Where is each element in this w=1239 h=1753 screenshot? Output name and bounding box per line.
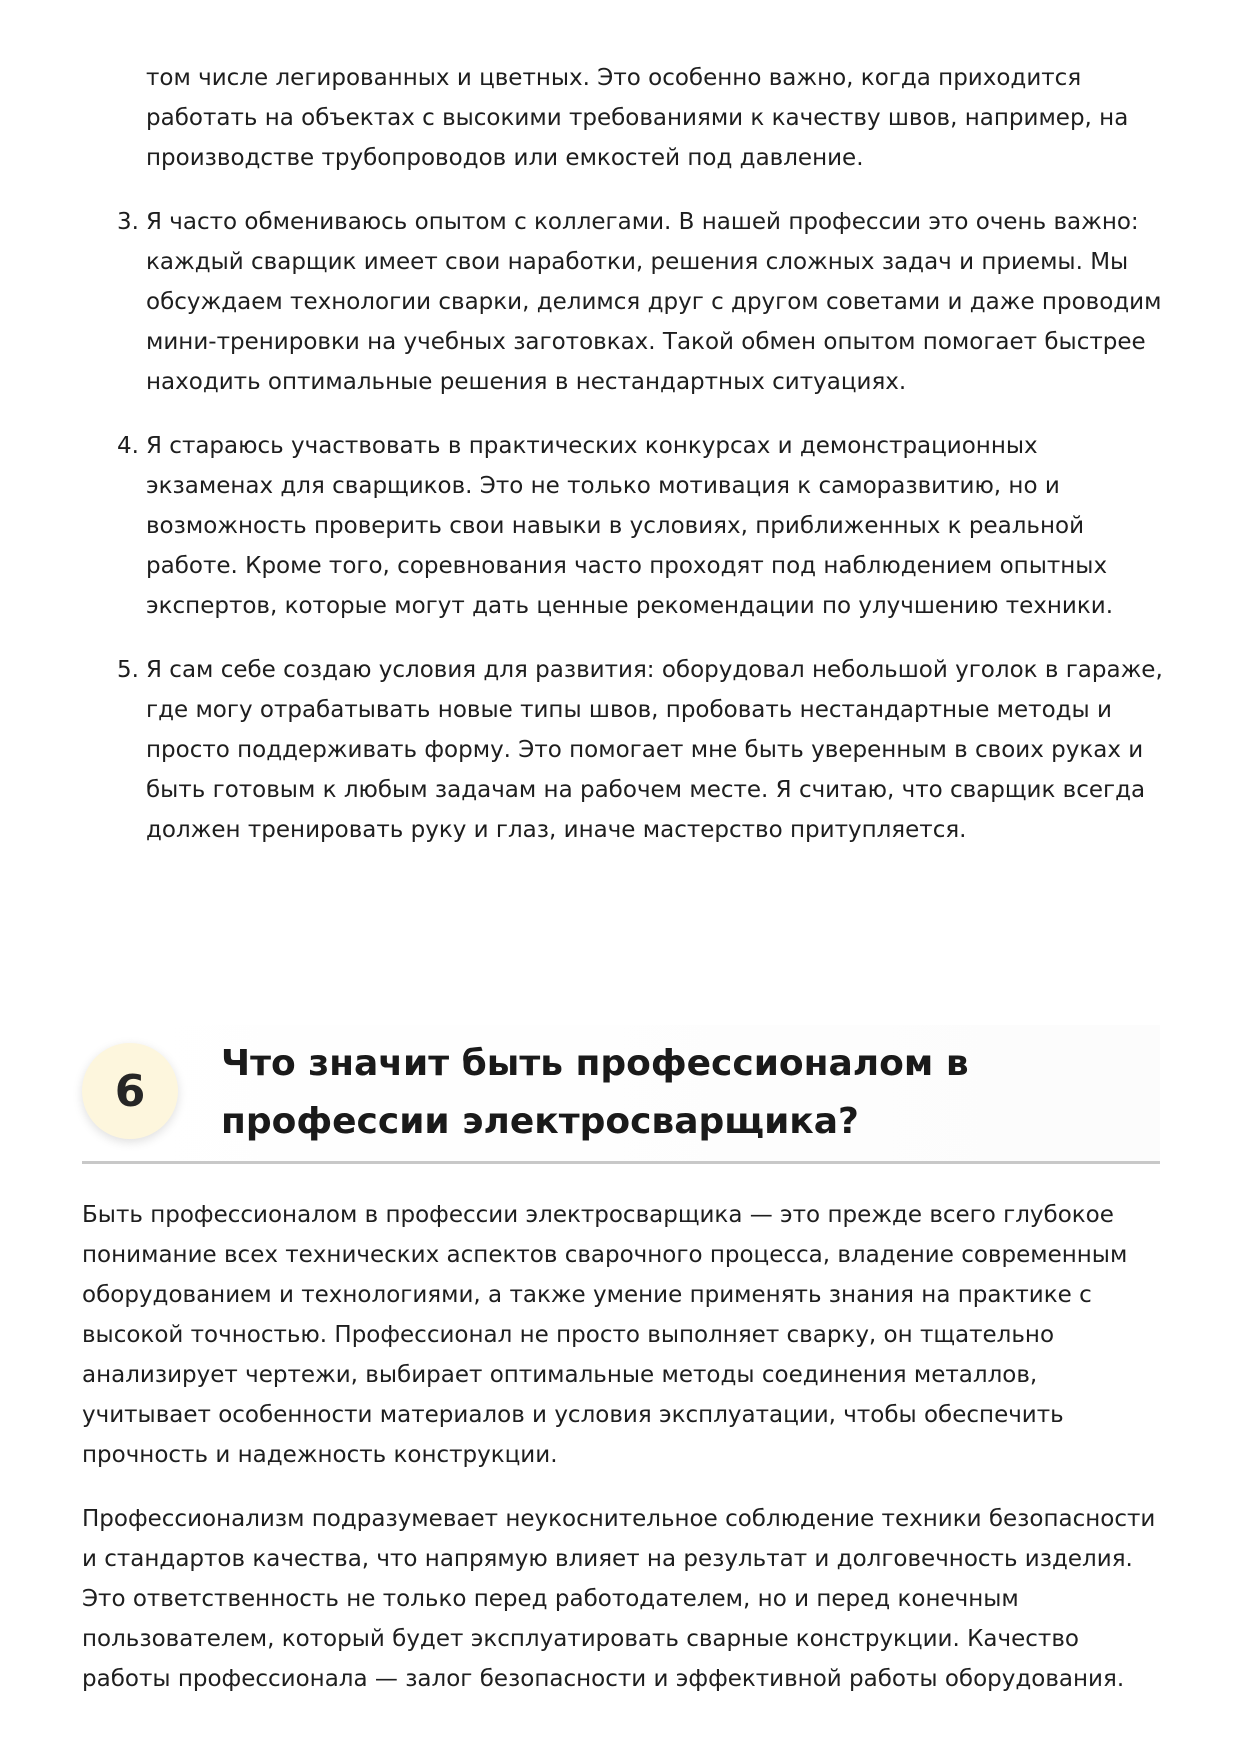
list-item-3 xyxy=(117,202,1167,402)
body-paragraph-2: Профессионализм подразумевает неукоснительное соблюдение техники безопасности и стандартов качества, что напрямую влияет на результат и долговечность изделия. Это ответственность не только перед работодателем, но и перед конечным пользователем, который будет эксплуатировать сварные конструкции. Качество работы профессионала — залог безопасности и эффективной работы оборудования. xyxy=(82,1506,1156,1692)
list-item-continuation: том числе легированных и цветных. Это особенно важно, когда приходится работать на объектах с высокими требованиями к качеству швов, например, на производстве трубопроводов или емкостей под давление. xyxy=(146,65,1129,171)
list-item-number: 3. xyxy=(117,209,139,235)
section-title: Что значит быть профессионалом в профессии электросварщика? xyxy=(221,1043,969,1142)
section-number-badge: 6 xyxy=(82,1043,178,1139)
list-item-number: 5. xyxy=(117,657,139,683)
list-item-number: 4. xyxy=(117,433,139,459)
list-item-text: Я часто обмениваюсь опытом с коллегами. В нашей профессии это очень важно: каждый сварщик имеет свои наработки, решения сложных задач и приемы. Мы обсуждаем технологии сварки, делимся друг с другом советами и даже проводим мини-тренировки на учебных заготовках. Такой обмен опытом помогает быстрее находить оптимальные решения в нестандартных ситуациях. xyxy=(146,209,1162,395)
list-item-text: Я сам себе создаю условия для развития: оборудовал небольшой уголок в гараже, где могу отрабатывать новые типы швов, пробовать нестандартные методы и просто поддерживать форму. Это помогает мне быть уверенным в своих руках и быть готовым к любым задачам на рабочем месте. Я считаю, что сварщик всегда должен тренировать руку и глаз, иначе мастерство притупляется. xyxy=(146,657,1163,843)
list-item-5 xyxy=(117,650,1167,850)
section-heading xyxy=(82,1025,1160,1164)
list-item-text: Я стараюсь участвовать в практических конкурсах и демонстрационных экзаменах для сварщиков. Это не только мотивация к саморазвитию, но и возможность проверить свои навыки в условиях, приближенных к реальной работе. Кроме того, соревнования часто проходят под наблюдением опытных экспертов, которые могут дать ценные рекомендации по улучшению техники. xyxy=(146,433,1114,619)
section-body xyxy=(82,1195,1162,1723)
list-item-4 xyxy=(117,426,1167,626)
body-paragraph-1: Быть профессионалом в профессии электросварщика — это прежде всего глубокое понимание всех технических аспектов сварочного процесса, владение современным оборудованием и технологиями, а также умение применять знания на практике с высокой точностью. Профессионал не просто выполняет сварку, он тщательно анализирует чертежи, выбирает оптимальные методы соединения металлов, учитывает особенности материалов и условия эксплуатации, чтобы обеспечить прочность и надежность конструкции. xyxy=(82,1202,1128,1468)
numbered-list xyxy=(117,58,1167,874)
